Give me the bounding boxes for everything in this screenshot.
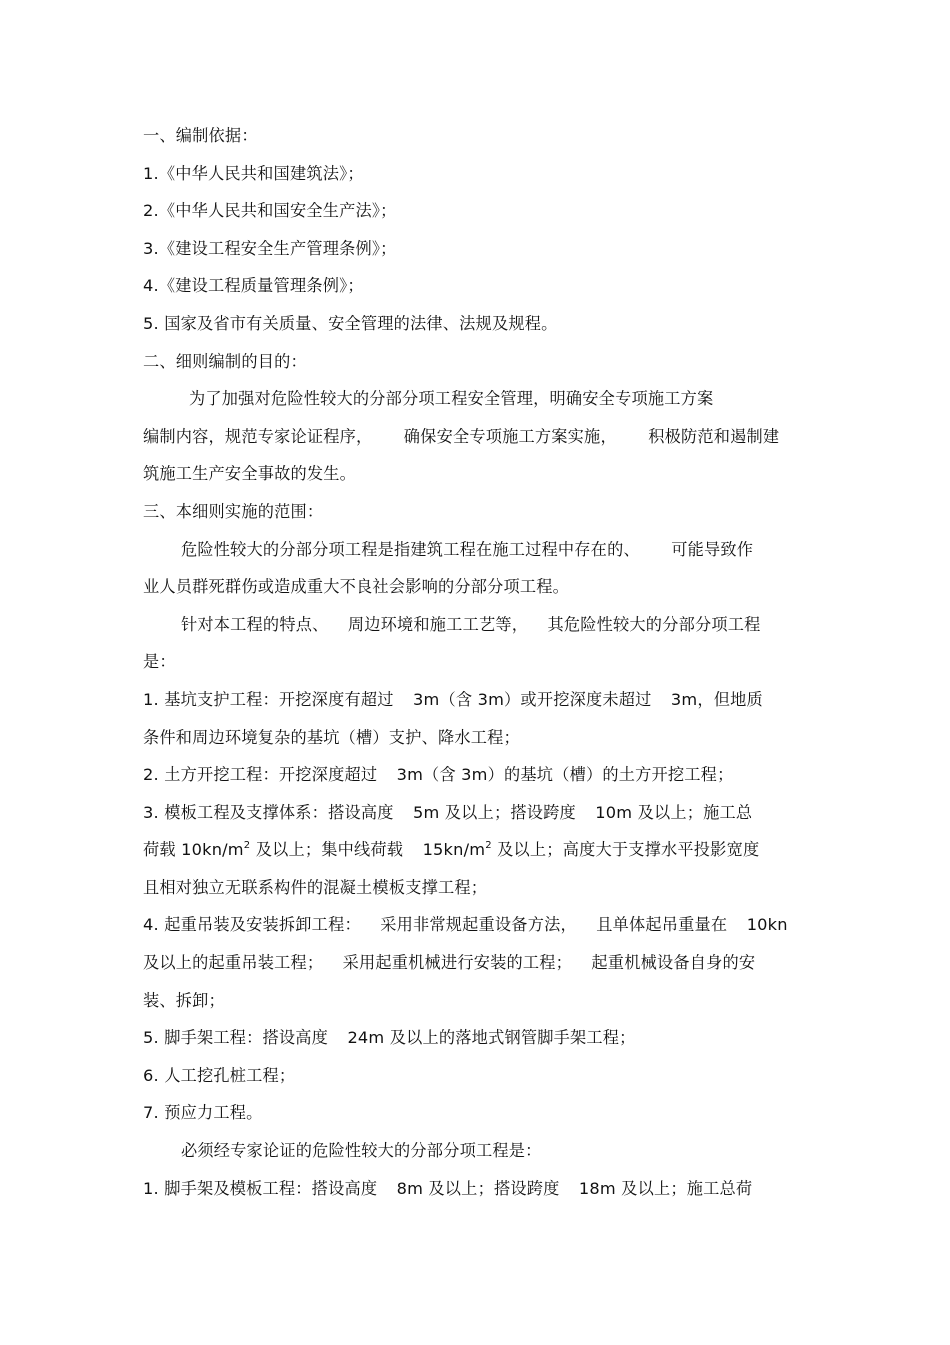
hazard-item-2-part-b: 3m（含 3m）的基坑（槽）的土方开挖工程；	[396, 765, 734, 785]
expert-item-1-part-c: 18m 及以上；施工总荷	[578, 1178, 753, 1198]
hazard-item-5-part-a: 5. 脚手架工程：搭设高度	[143, 1028, 329, 1048]
hazard-item-4-line-2-part-c: 起重机械设备自身的安	[591, 953, 756, 973]
hazard-item-3-part-b: 5m 及以上；搭设跨度	[412, 802, 576, 822]
hazard-item-3-part-c: 10m 及以上；施工总	[595, 802, 753, 822]
hazard-item-3-load-a: 荷载 10kn/m	[143, 840, 244, 860]
hazard-item-3-load-c: 15kn/m	[422, 840, 486, 860]
expert-item-1	[143, 1170, 818, 1208]
hazard-item-3-load-d: 及以上；高度大于支撑水平投影宽度	[497, 840, 760, 860]
hazard-item-1-part-a: 1. 基坑支护工程：开挖深度有超过	[143, 689, 394, 709]
project-line-1-part-c: 其危险性较大的分部分项工程	[547, 614, 761, 634]
expert-item-1-part-b: 8m 及以上；搭设跨度	[396, 1178, 560, 1198]
hazard-item-4-part-a: 4. 起重吊装及安装拆卸工程：	[143, 915, 361, 935]
section2-title: 二、细则编制的目的：	[143, 351, 307, 371]
hazard-item-4-line-3: 装、拆卸；	[143, 990, 225, 1010]
project-line-1-part-b: 周边环境和施工工艺等，	[347, 614, 529, 634]
purpose-line-1: 为了加强对危险性较大的分部分项工程安全管理，明确安全专项施工方案	[189, 389, 714, 409]
hazard-item-3-line-3: 且相对独立无联系构件的混凝土模板支撑工程；	[143, 877, 488, 897]
scope-line-2: 业人员群死群伤或造成重大不良社会影响的分部分项工程。	[143, 577, 570, 597]
superscript-2-a: 2	[243, 839, 251, 851]
scope-line-1-part-b: 可能导致作	[671, 539, 754, 559]
hazard-item-3-load-b: 及以上；集中线荷载	[255, 840, 404, 860]
hazard-item-3-line-2	[143, 831, 818, 869]
scope-line-1	[143, 531, 818, 569]
hazard-item-4-line-2-part-b: 采用起重机械进行安装的工程；	[342, 953, 573, 973]
project-line-2: 是：	[143, 652, 176, 672]
purpose-line-2-part-c: 积极防范和遏制建	[648, 426, 780, 446]
purpose-line-2-part-b: 确保安全专项施工方案实施，	[403, 426, 617, 446]
basis-item-4: 4.《建设工程质量管理条例》；	[143, 276, 364, 296]
hazard-item-3-line-1	[143, 794, 818, 832]
project-line-1-part-a: 针对本工程的特点、	[181, 614, 329, 634]
purpose-line-2-part-a: 编制内容，规范专家论证程序，	[143, 426, 373, 446]
hazard-item-4-part-c: 且单体起吊重量在	[596, 915, 728, 935]
hazard-item-5	[143, 1019, 818, 1057]
basis-item-3: 3.《建设工程安全生产管理条例》；	[143, 238, 397, 258]
basis-item-1: 1.《中华人民共和国建筑法》；	[143, 163, 364, 183]
basis-item-2: 2.《中华人民共和国安全生产法》；	[143, 201, 397, 221]
hazard-item-2-part-a: 2. 土方开挖工程：开挖深度超过	[143, 765, 378, 785]
scope-line-1-part-a: 危险性较大的分部分项工程是指建筑工程在施工过程中存在的、	[181, 539, 640, 559]
hazard-item-6: 6. 人工挖孔桩工程；	[143, 1065, 296, 1085]
expert-intro: 必须经专家论证的危险性较大的分部分项工程是：	[181, 1141, 542, 1161]
expert-item-1-part-a: 1. 脚手架及模板工程：搭设高度	[143, 1178, 378, 1198]
superscript-2-b: 2	[485, 839, 492, 851]
purpose-line-2	[143, 418, 818, 456]
section3-title: 三、本细则实施的范围：	[143, 501, 324, 521]
hazard-item-4-line-1	[143, 906, 818, 944]
purpose-line-3: 筑施工生产安全事故的发生。	[143, 464, 357, 484]
document-body	[143, 117, 818, 1207]
hazard-item-4-line-2-part-a: 及以上的起重吊装工程；	[143, 953, 324, 973]
section1-title: 一、编制依据：	[143, 126, 258, 145]
hazard-item-4-part-d: 10kn	[746, 915, 788, 935]
basis-item-5: 5. 国家及省市有关质量、安全管理的法律、法规及规程。	[143, 313, 558, 333]
hazard-item-3-part-a: 3. 模板工程及支撑体系：搭设高度	[143, 802, 394, 822]
hazard-item-1-line-2: 条件和周边环境复杂的基坑（槽）支护、降水工程；	[143, 727, 520, 747]
hazard-item-4-part-b: 采用非常规起重设备方法，	[380, 915, 577, 935]
hazard-item-1-part-c: 3m，但地质	[670, 689, 763, 709]
hazard-item-5-part-b: 24m 及以上的落地式钢管脚手架工程；	[347, 1028, 636, 1048]
hazard-item-7: 7. 预应力工程。	[143, 1103, 263, 1123]
hazard-item-4-line-2	[143, 944, 818, 982]
project-line-1	[143, 606, 818, 644]
hazard-item-1-part-b: 3m（含 3m）或开挖深度未超过	[412, 689, 652, 709]
hazard-item-1-line-1	[143, 681, 818, 719]
hazard-item-2	[143, 756, 818, 794]
